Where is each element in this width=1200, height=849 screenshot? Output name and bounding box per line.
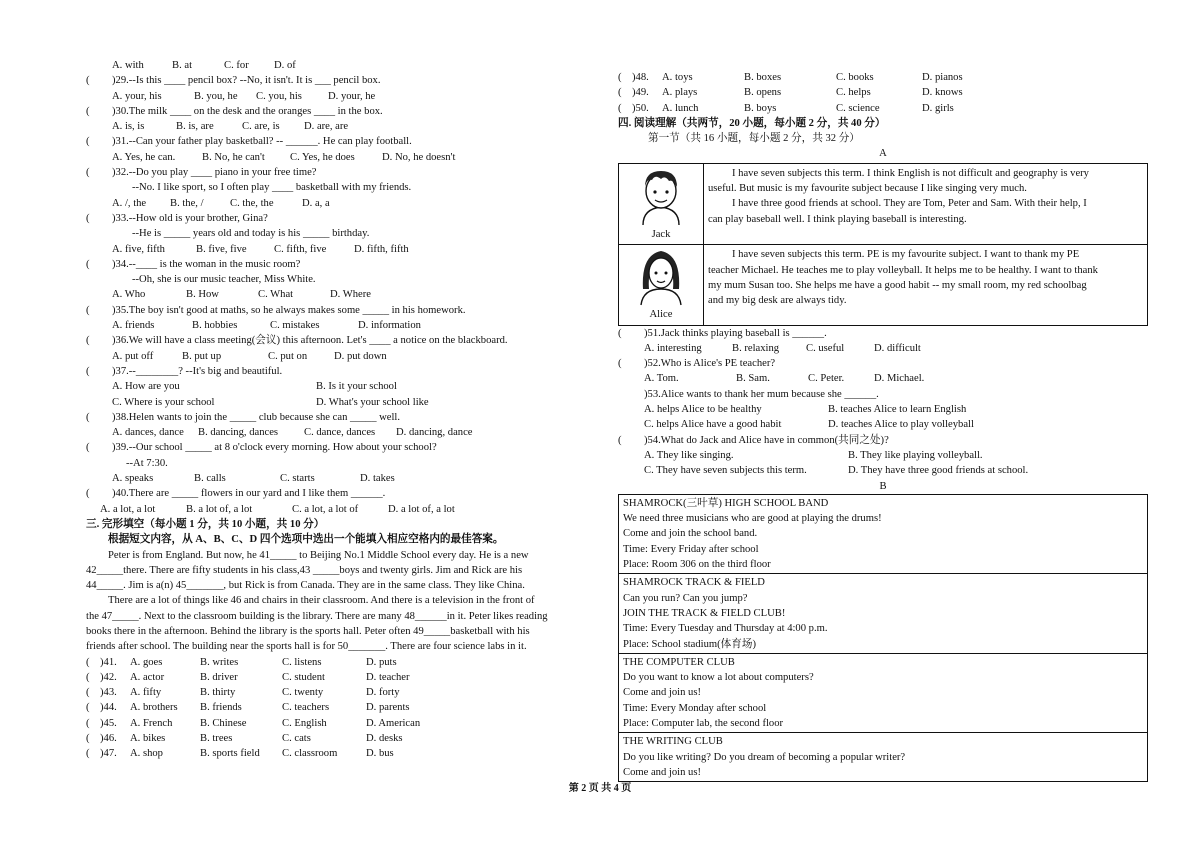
club-title: SHAMROCK TRACK & FIELD: [623, 577, 765, 589]
option: A. brothers: [130, 702, 178, 714]
question-51: ( )51. Jack thinks playing baseball is ______.: [618, 327, 827, 339]
option: D. bus: [366, 748, 394, 760]
q40-options: A. a lot, a lot B. a lot of, a lot C. a lot, a lot of D. a lot of, a lot: [100, 503, 455, 515]
club-title: SHAMROCK(三叶草) HIGH SCHOOL BAND: [623, 497, 829, 509]
q37-options-row2: C. Where is your school D. What's your school like: [112, 396, 429, 408]
question-30: ( )30. The milk ____ on the desk and the oranges ____ in the box.: [86, 105, 383, 117]
part-1-title: 第一节（共 16 小题，每小题 2 分，共 32 分）: [648, 133, 860, 145]
q54-options-row2: C. They have seven subjects this term. D. They have three good friends at school.: [644, 465, 1029, 477]
q51-options: A. interesting B. relaxing C. useful D. difficult: [644, 342, 921, 354]
jack-row: [619, 164, 1147, 245]
option: B. writes: [200, 656, 239, 668]
club-title: THE WRITING CLUB: [623, 736, 723, 748]
option: B. opens: [744, 87, 782, 99]
cloze-question-row: ( )50. A. lunch B. boys C. science D. girls: [618, 101, 1148, 116]
q29-options: A. your, his B. you, he C. you, his D. your, he: [112, 90, 376, 102]
section-3-title: 三. 完形填空（每小题 1 分，共 10 小题，共 10 分）: [86, 518, 325, 530]
q28-options: [86, 58, 606, 73]
option: C. student: [282, 671, 325, 683]
question-39: ( )39. --Our school _____ at 8 o'clock every morning. How about your school?: [86, 442, 437, 454]
cloze-question-row: ( )42. A. actor B. driver C. student D. teacher: [86, 670, 606, 685]
question-32: ( )32. --Do you play ____ piano in your free time?: [86, 167, 317, 179]
jack-name: Jack: [651, 228, 671, 240]
cloze-question-row: ( )48. A. toys B. boxes C. books D. pianos: [618, 70, 1148, 85]
cloze-question-row: ( )49. A. plays B. opens C. helps D. knows: [618, 85, 1148, 100]
option: D. desks: [366, 733, 403, 745]
club-line: Time: Every Tuesday and Thursday at 4:00 p.m.: [623, 623, 828, 635]
cloze-question-row: ( )43. A. fifty B. thirty C. twenty D. forty: [86, 685, 606, 700]
club-line: JOIN THE TRACK & FIELD CLUB!: [623, 607, 786, 619]
q34-options: A. Who B. How C. What D. Where: [112, 289, 371, 301]
question-37: ( )37. --________? --It's big and beautiful.: [86, 365, 283, 377]
question-53: )53. Alice wants to thank her mum because she ______.: [644, 388, 879, 400]
alice-avatar-icon: [633, 245, 689, 307]
option: C. classroom: [282, 748, 338, 760]
q37-options-row1: A. How are you B. Is it your school: [112, 381, 397, 393]
club-title: THE COMPUTER CLUB: [623, 656, 735, 668]
option: B. at: [172, 60, 193, 71]
page-number: 第 2 页 共 4 页: [568, 783, 632, 794]
q53-options-row1: A. helps Alice to be healthy B. teaches Alice to learn English: [644, 404, 967, 416]
question-54: ( )54. What do Jack and Alice have in common(共同之处)?: [618, 434, 889, 446]
cloze-question-row: ( )47. A. shop B. sports field C. classroom D. bus: [86, 746, 606, 761]
club-line: Place: Computer lab, the second floor: [623, 717, 784, 729]
passage-a-label: A: [879, 148, 887, 160]
q32-options: A. /, the B. the, / C. the, the D. a, a: [112, 197, 330, 209]
club-ad: [619, 495, 1147, 574]
club-line: We need three musicians who are good at playing the drums!: [623, 513, 882, 525]
option: D. teacher: [366, 671, 410, 683]
club-line: Come and join us!: [623, 687, 701, 699]
option: C. teachers: [282, 702, 330, 714]
cloze-passage: Peter is from England. But now, he 41_____ to Beijing No.1 Middle School every day. He is a new 42_____there. There are fifty students in his class,43 _____boys and twenty girls. Jim and Rick are his 44_____. Jim is a(n) 45_______, but Rick is from Canada. They are in the same class. They like China. There are a lot of things like 46 and chairs in their classroom. And there is a television in the front of the 47_____. Next to the classroom building is the library. There are many 48______in it. Peter likes reading books there in the afternoon. Behind the library is the sports hall. Peter often 49_____basketball with his friends after school. The building near the sports hall is for 50_______. There are four science labs in it.: [86, 549, 548, 653]
option: B. boxes: [744, 72, 782, 83]
option: D. of: [274, 60, 296, 71]
cloze-question-row: ( )44. A. brothers B. friends C. teachers D. parents: [86, 700, 606, 715]
jack-text: I have seven subjects this term. I think English is not difficult and geography is very useful. But music is my favourite subject because I like singing very much. I have three good friends at school. They are Tom, Peter and Sam. With their help, I can play baseball well. I think playing baseball is interesting.: [708, 167, 1089, 225]
question-36: ( )36. We will have a class meeting(会议) this afternoon. Let's ____ a notice on the blackboard.: [86, 335, 508, 347]
right-column: [618, 70, 1148, 782]
club-line: Place: School stadium(体育场): [623, 638, 756, 650]
alice-name: Alice: [649, 309, 673, 321]
q52-options: A. Tom. B. Sam. C. Peter. D. Michael.: [644, 373, 925, 385]
option: D. pianos: [922, 72, 963, 83]
option: D. parents: [366, 702, 410, 714]
club-line: Place: Room 306 on the third floor: [623, 559, 771, 571]
option: D. girls: [922, 102, 954, 114]
club-ad: [619, 733, 1147, 781]
option: B. friends: [200, 702, 242, 714]
option: C. twenty: [282, 687, 324, 699]
question-33: ( )33. --How old is your brother, Gina?: [86, 212, 268, 224]
option: C. listens: [282, 656, 322, 668]
option: D. American: [366, 717, 421, 729]
q30-options: A. is, is B. is, are C. are, is D. are, are: [112, 121, 349, 133]
alice-row: [619, 245, 1147, 324]
option: C. helps: [836, 87, 871, 99]
option: A. plays: [662, 87, 698, 99]
passage-a-table: [618, 163, 1148, 326]
q53-options-row2: C. helps Alice have a good habit D. teaches Alice to play volleyball: [644, 419, 974, 431]
passage-b-label: B: [879, 480, 887, 492]
question-52: ( )52. Who is Alice's PE teacher?: [618, 358, 776, 370]
option: C. English: [282, 717, 327, 729]
section-4-title: 四. 阅读理解（共两节，20 小题，每小题 2 分，共 40 分）: [618, 117, 886, 129]
option: A. goes: [130, 656, 163, 668]
q38-options: A. dances, dance B. dancing, dances C. dance, dances D. dancing, dance: [112, 427, 473, 439]
option: C. cats: [282, 733, 311, 745]
q35-options: A. friends B. hobbies C. mistakes D. information: [112, 320, 421, 332]
cloze-options-list: [86, 655, 606, 762]
q54-options-row1: A. They like singing. B. They like playing volleyball.: [644, 449, 983, 461]
question-35: ( )35. The boy isn't good at maths, so he always makes some _____ in his homework.: [86, 304, 466, 316]
jack-avatar-icon: [633, 165, 689, 227]
club-line: Can you run? Can you jump?: [623, 592, 748, 604]
option: A. lunch: [662, 102, 699, 114]
club-line: Time: Every Monday after school: [623, 702, 767, 714]
option: D. forty: [366, 687, 400, 699]
club-line: Come and join the school band.: [623, 528, 758, 540]
option: B. driver: [200, 671, 238, 683]
cloze-options-list: [618, 70, 1148, 116]
option: A. shop: [130, 748, 163, 760]
option: C. books: [836, 72, 874, 83]
option: B. thirty: [200, 687, 236, 699]
option: A. fifty: [130, 687, 162, 699]
option: A. toys: [662, 72, 693, 83]
question-40: ( )40. There are _____ flowers in our yard and I like them ______.: [86, 488, 386, 500]
section-3-instructions: 根据短文内容，从 A、B、C、D 四个选项中选出一个能填入相应空格内的最佳答案。: [108, 534, 504, 546]
cloze-question-row: ( )45. A. French B. Chinese C. English D. American: [86, 716, 606, 731]
option: D. puts: [366, 656, 397, 668]
passage-b-club-ads: [618, 494, 1148, 782]
question-31: ( )31. --Can your father play basketball? -- ______. He can play football.: [86, 136, 412, 148]
option: A. with: [112, 60, 144, 71]
option: B. sports field: [200, 748, 260, 760]
option: B. Chinese: [200, 717, 247, 729]
option: A. actor: [130, 671, 165, 683]
club-line: Do you like writing? Do you dream of becoming a popular writer?: [623, 751, 906, 763]
club-ad: [619, 574, 1147, 653]
q31-options: A. Yes, he can. B. No, he can't C. Yes, he does D. No, he doesn't: [112, 151, 456, 163]
club-line: Come and join us!: [623, 766, 701, 778]
option: B. trees: [200, 733, 233, 745]
alice-text: I have seven subjects this term. PE is my favourite subject. I want to thank my PE teacher Michael. He teaches me to play volleyball. It helps me to be healthy. I want to thank my mum Susan too. She helps me have a good habit -- my small room, my red schoolbag and my big desk are always tidy.: [708, 249, 1098, 307]
q39-options: A. speaks B. calls C. starts D. takes: [112, 473, 395, 485]
option: A. French: [130, 717, 173, 729]
option: C. science: [836, 102, 880, 114]
club-line: Do you want to know a lot about computers?: [623, 672, 814, 684]
option: B. boys: [744, 102, 777, 114]
option: D. knows: [922, 87, 963, 99]
option: C. for: [224, 60, 249, 71]
cloze-question-row: ( )41. A. goes B. writes C. listens D. puts: [86, 655, 606, 670]
option: A. bikes: [130, 733, 166, 745]
q36-options: A. put off B. put up C. put on D. put down: [112, 350, 387, 362]
question-29: ( )29. --Is this ____ pencil box? --No, it isn't. It is ___ pencil box.: [86, 75, 381, 87]
q33-options: A. five, fifth B. five, five C. fifth, five D. fifth, fifth: [112, 243, 409, 255]
question-38: ( )38. Helen wants to join the _____ club because she can _____ well.: [86, 411, 401, 423]
club-line: Time: Every Friday after school: [623, 543, 759, 555]
left-column: A. with B. at C. for D. of ( )29. --Is this ____ pencil box? --No, it isn't. It is ___ pencil box. A. your, his B. you, he C. you, his D. your, he ( )30. The milk ____ on the desk and the oranges ____ in the box. A. is, is B. is, are C. are, is D. are, are ( )31. --Can your father play basketball? -- ______. He can play football. A. Yes, he can. B. No, he can't C. Yes, he does D. No, he doesn't ( )32. --Do you play ____ piano in your free time? --No. I like sport, so I often play ____ basketball with my friends. A. /, the B. the, / C. the, the D. a, a ( )33. --How old is your brother, Gina? --He is _____ years old and today is his _____ birthday. A. five, fifth B. five, five C. fifth, five D. fifth, fifth ( )34. --____ is the woman in the music room? --Oh, she is our music teacher, Miss White. A. Who B. How C. What D. Where ( )35. The boy isn't good at maths, so he always makes some _____ in his homework. A. friends B. hobbies C. mistakes D. information ( )36. We will have a class meeting(会议) this afternoon. Let's ____ a notice on the blackboard. A. put off B. put up C. put on D. put down ( )37. --________? --It's big and beautiful. A. How are you B. Is it your school C. Where is your school D. What's your school like ( )38. Helen wants to join the _____ club because she can _____ well. A. dances, dance B. dancing, dances C. dance, dances D. dancing, dance ( )39. --Our school _____ at 8 o'clock every morning. How about your school? --At 7:30. A. speaks B. calls C. starts D. takes ( )40. There are _____ flowers in our yard and I like them ______. A. a lot, a lot B. a lot of, a lot C. a lot, a lot of D. a lot of, a lot 三. 完形填空（每小题 1 分，共 10 小题，共 10 分） 根据短文内容，从 A、B、C、D 四个选项中选出一个能填入相应空格内的最佳答案。 Peter is from England. But now, he 41_____ to Beijing No.1 Middle School every day. He is a new 42_____there. There are fifty students in his class,43 _____boys and twenty girls. Jim and Rick are his 44_____. Jim is a(n) 45_______, but Rick is from Canada. They are in the same class. They like China. There are a lot of things like 46 and chairs in their classroom. And there is a television in the front of the 47_____. Next to the classroom building is the library. There are many 48______in it. Peter likes reading books there in the afternoon. Behind the library is the sports hall. Peter often 49_____basketball with his friends after school. The building near the sports hall is for 50_______. There are four science labs in it. ( )41. A. goes B. writes C. listens D. puts ( )42. A. actor B. driver C. student D. teacher ( )43. A. fifty B. thirty C. twenty D. forty ( )44. A. brothers B. friends C. teachers D. parents ( )45. A. French B. Chinese C. English D. American ( )46. A. bikes B. trees C. cats D. desks ( )47. A. shop B. sports field C. classroom D. bus: [86, 58, 606, 762]
question-34: ( )34. --____ is the woman in the music room?: [86, 258, 301, 270]
cloze-question-row: ( )46. A. bikes B. trees C. cats D. desks: [86, 731, 606, 746]
club-ad: [619, 654, 1147, 733]
